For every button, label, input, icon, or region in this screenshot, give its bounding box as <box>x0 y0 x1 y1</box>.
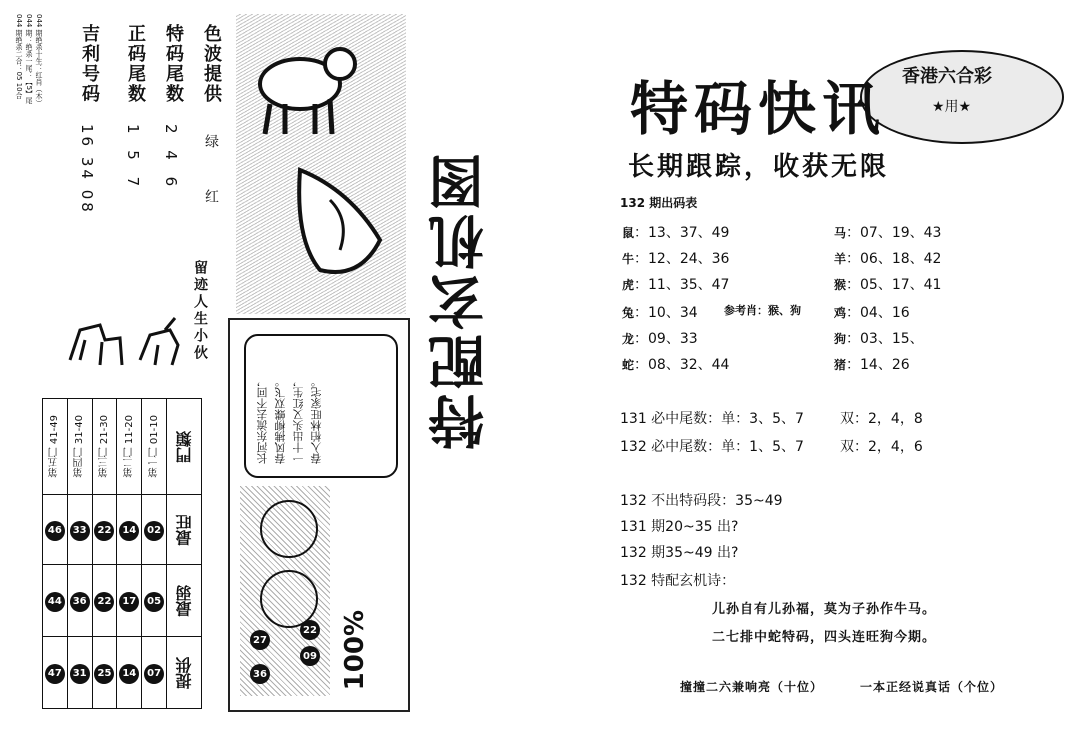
pct-ball: 27 <box>250 630 270 650</box>
page-title: 特码快讯 <box>630 75 887 143</box>
zodiac-row: 龙：09、33 <box>622 331 698 347</box>
poem-line: 儿孙自有儿孙福，莫为子孙作牛马。 <box>712 602 937 617</box>
header-label: 最旺 <box>174 513 194 546</box>
zodiac-row: 兔：10、34 <box>622 305 698 321</box>
zodiac-row: 狗：03、15、 <box>834 331 924 347</box>
verse-line: 春风拂柳蝶双飞。 <box>274 376 287 464</box>
header-cell <box>167 637 202 709</box>
tail-132-double: 双：2，4，6 <box>840 439 923 455</box>
verse-box <box>228 318 410 712</box>
header-label: 提供 <box>174 656 194 689</box>
question-132: 132 期35~49 出? <box>620 545 739 561</box>
num-ball: 02 <box>144 521 164 541</box>
zodiac-row: 猪：14、26 <box>834 357 910 373</box>
header-label: 門類 <box>174 430 194 463</box>
gate-grid <box>42 398 202 709</box>
seal-text: 香港六合彩 <box>902 66 992 87</box>
header-cell <box>167 565 202 637</box>
footer-right: 一本正经说真话（个位） <box>860 680 1004 694</box>
pct-ball: 09 <box>300 646 320 666</box>
num-ball: 36 <box>70 592 90 612</box>
gate-cell <box>67 399 92 495</box>
normal-tail-values: 1 5 7 <box>124 124 142 193</box>
verse-line: 一十出头又红生， <box>292 376 305 464</box>
num-cell <box>43 495 68 565</box>
header-cell <box>167 399 202 495</box>
zodiac-nums: 10、34 <box>648 305 698 321</box>
zodiac-sign: 马 <box>834 226 847 240</box>
zodiac-nums: 08、32、44 <box>648 357 730 373</box>
num-cell <box>67 637 92 709</box>
horse-sketch-icon <box>60 310 190 380</box>
seal-sub: ★用★ <box>932 99 972 115</box>
small-print-line: 044 期绝杀十生：红肖（木） <box>35 14 43 107</box>
gate-label: 第一门 01-10 <box>148 415 160 478</box>
gate-cell <box>43 399 68 495</box>
gate-cell <box>142 399 167 495</box>
zodiac-nums: 14、26 <box>860 357 910 373</box>
gate-cell <box>92 399 117 495</box>
zodiac-sign: 狗 <box>834 332 847 346</box>
zodiac-row: 鸡：04、16 <box>834 305 910 321</box>
verse-char: 伙 <box>192 345 208 362</box>
num-ball: 44 <box>45 592 65 612</box>
tail-131-double: 双：2，4，8 <box>840 411 923 427</box>
side-verse <box>190 260 210 362</box>
zodiac-nums: 11、35、47 <box>648 277 730 293</box>
header-label: 最弱 <box>174 584 194 617</box>
table-heading <box>620 194 697 211</box>
zodiac-row: 蛇：08、32、44 <box>622 357 730 373</box>
right-page <box>540 0 1080 730</box>
zodiac-sign: 羊 <box>834 252 847 266</box>
num-cell <box>92 637 117 709</box>
verse-char: 人 <box>192 294 208 311</box>
zodiac-row: 鼠：13、37、49 <box>622 225 730 241</box>
verse-char: 生 <box>192 311 208 328</box>
question-131: 131 期20~35 出? <box>620 519 739 535</box>
tail-131: 131 必中尾数：单：3、5、7 <box>620 411 804 427</box>
zodiac-row: 牛：12、24、36 <box>622 251 730 267</box>
slogan: 长期跟踪，收获无限 <box>628 152 890 182</box>
num-ball: 22 <box>94 592 114 612</box>
num-cell <box>92 565 117 637</box>
num-cell <box>67 495 92 565</box>
poem-heading: 132 特配玄机诗： <box>620 573 736 589</box>
num-cell <box>92 495 117 565</box>
small-print-line: 044 期：绝杀一尾：【5】尾 <box>25 14 33 105</box>
num-cell <box>142 637 167 709</box>
num-cell <box>117 565 142 637</box>
num-ball: 33 <box>70 521 90 541</box>
verse-char: 留 <box>192 260 208 277</box>
zodiac-row: 马：07、19、43 <box>834 225 942 241</box>
zodiac-row: 羊：06、18、42 <box>834 251 942 267</box>
pct-ball: 36 <box>250 664 270 684</box>
zodiac-nums: 06、18、42 <box>860 251 942 267</box>
small-print-line: 044 期绝杀二合：05 10合 <box>15 14 23 99</box>
zodiac-nums: 07、19、43 <box>860 225 942 241</box>
num-cell <box>142 565 167 637</box>
poem-line: 二七排中蛇特码，四头连旺狗今期。 <box>712 630 937 645</box>
zodiac-sign: 蛇 <box>622 358 635 372</box>
verse-line: 长河东流去不回， <box>256 376 269 464</box>
zodiac-nums: 04、16 <box>860 305 910 321</box>
big-title <box>420 150 500 450</box>
num-cell <box>43 565 68 637</box>
footer-left: 撞撞二六兼响亮（十位） <box>680 680 824 694</box>
num-cell <box>142 495 167 565</box>
zodiac-row: 虎：11、35、47 <box>622 277 730 293</box>
zodiac-nums: 05、17、41 <box>860 277 942 293</box>
normal-tail-label: 正码尾数 <box>125 24 146 104</box>
zodiac-sign: 龙 <box>622 332 635 346</box>
num-ball: 25 <box>94 664 114 684</box>
coin-icon <box>260 500 318 558</box>
zodiac-nums: 03、15、 <box>860 331 924 347</box>
gate-cell <box>117 399 142 495</box>
reference-label: 参考肖：猴、狗 <box>724 304 801 317</box>
verse-char: 小 <box>192 328 208 345</box>
num-ball: 05 <box>144 592 164 612</box>
table-heading-text: 132 期出码表 <box>620 196 698 210</box>
verse-char: 迹 <box>192 277 208 294</box>
num-cell <box>43 637 68 709</box>
zodiac-row: 猴：05、17、41 <box>834 277 942 293</box>
wave-red: 红 <box>203 189 219 203</box>
header-cell <box>167 495 202 565</box>
num-ball: 14 <box>119 664 139 684</box>
num-cell <box>67 565 92 637</box>
zodiac-sign: 鼠 <box>622 226 635 240</box>
num-cell <box>117 637 142 709</box>
zodiac-sign: 虎 <box>622 278 635 292</box>
num-ball: 47 <box>45 664 65 684</box>
wave-green: 绿 <box>203 134 219 148</box>
lucky-label: 吉利号码 <box>79 24 100 104</box>
ox-icon <box>250 24 360 144</box>
lucky-values: 16 34 08 <box>78 124 96 215</box>
zodiac-sign: 猴 <box>834 278 847 292</box>
gate-label: 第四门 31-40 <box>74 415 86 478</box>
num-ball: 14 <box>119 521 139 541</box>
pct-ball: 22 <box>300 620 320 640</box>
seal-stamp <box>860 50 1064 144</box>
zodiac-nums: 12、24、36 <box>648 251 730 267</box>
num-ball: 07 <box>144 664 164 684</box>
tail-values: 2 4 6 <box>162 124 180 193</box>
verse-line: 春入柏林旺家宅。 <box>310 376 323 464</box>
info-block <box>56 14 236 294</box>
num-ball: 17 <box>119 592 139 612</box>
pct-text: 100% <box>340 610 370 691</box>
tail-label: 特码尾数 <box>163 24 184 104</box>
zodiac-nums: 09、33 <box>648 331 698 347</box>
zodiac-sign: 鸡 <box>834 306 847 320</box>
dog-icon <box>290 160 400 290</box>
num-ball: 31 <box>70 664 90 684</box>
small-print <box>14 14 54 284</box>
zodiac-nums: 13、37、49 <box>648 225 730 241</box>
zodiac-sign: 猪 <box>834 358 847 372</box>
zodiac-sign: 牛 <box>622 252 635 266</box>
no-segment: 132 不出特码段：35~49 <box>620 493 783 509</box>
num-ball: 46 <box>45 521 65 541</box>
num-ball: 22 <box>94 521 114 541</box>
zodiac-sign: 兔 <box>622 306 635 320</box>
wave-label: 色波提供 <box>201 24 222 104</box>
tail-132: 132 必中尾数：单：1、5、7 <box>620 439 804 455</box>
num-cell <box>117 495 142 565</box>
gate-label: 第五门 41-49 <box>49 415 61 478</box>
big-title-text: 特配玄机图 <box>427 150 493 450</box>
gate-label: 第二门 11-20 <box>123 415 135 478</box>
gate-label: 第三门 21-30 <box>98 415 110 478</box>
